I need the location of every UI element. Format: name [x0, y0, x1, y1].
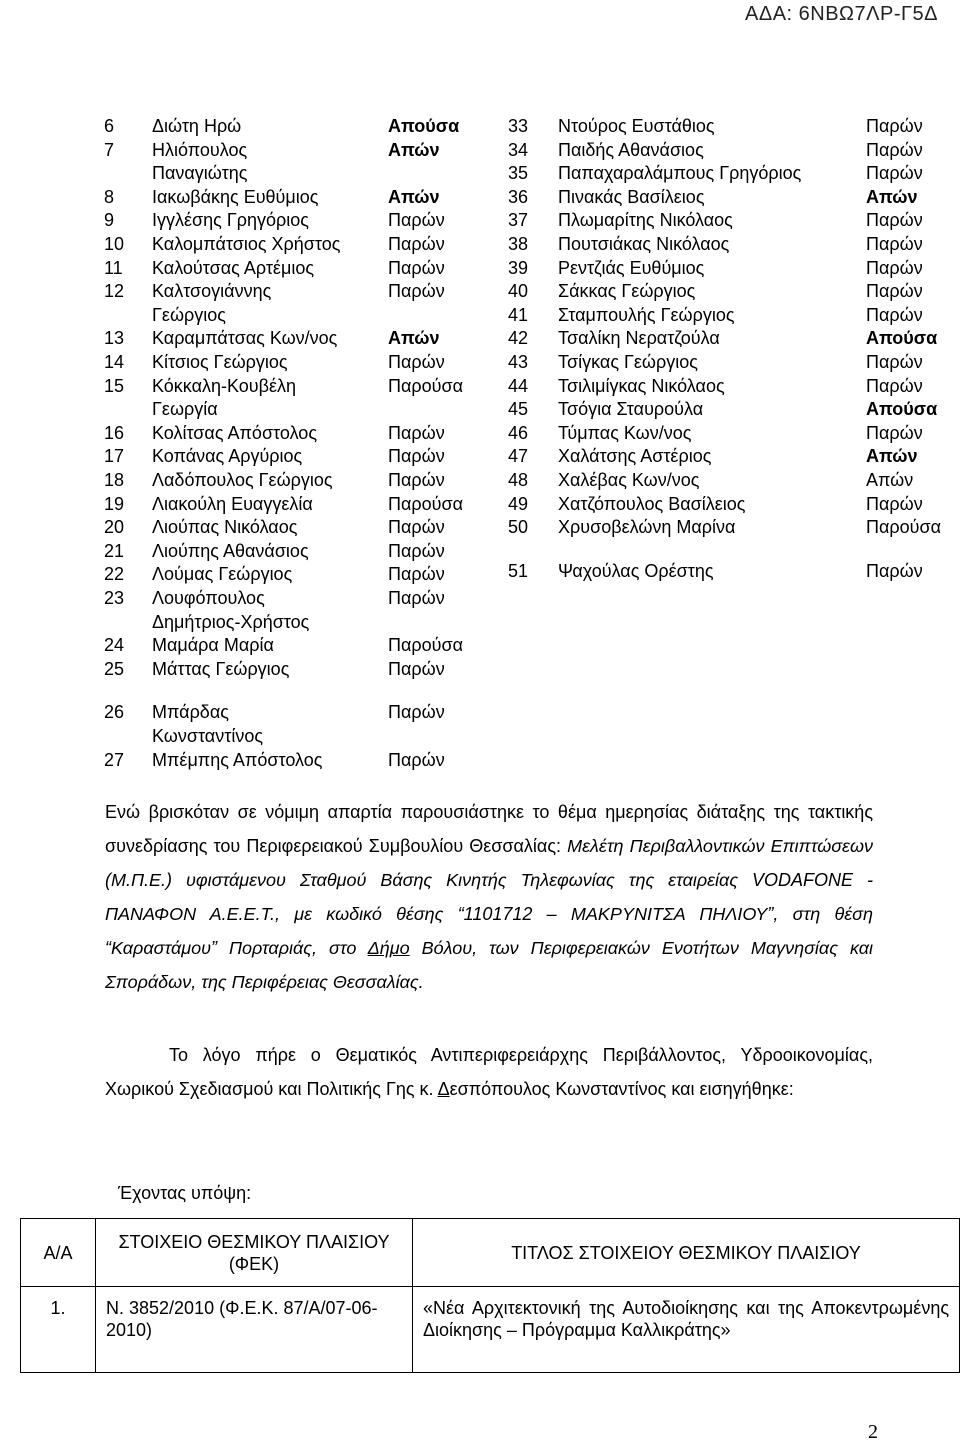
member-name-cont: Γεώργιος: [152, 304, 226, 325]
member-status: Παρών: [866, 139, 923, 160]
member-status: Παρών: [866, 281, 923, 302]
member-number: 46: [508, 422, 529, 443]
paragraph-speaker: [105, 1038, 873, 1106]
member-name: Σταμπουλής Γεώργιος: [558, 304, 735, 325]
member-name-cont: Κωνσταντίνος: [152, 726, 264, 746]
member-name: Μπέμπης Απόστολος: [152, 749, 323, 770]
member-number: 13: [104, 328, 125, 349]
member-number: 15: [104, 375, 125, 396]
member-name: Πουτσιάκας Νικόλαος: [558, 234, 730, 254]
member-number: 9: [104, 210, 115, 231]
member-number: 20: [104, 517, 125, 538]
member-number: 51: [508, 560, 529, 581]
member-number: 37: [508, 210, 529, 231]
row1-element: Ν. 3852/2010 (Φ.Ε.Κ. 87/Α/07-06-2010): [96, 1287, 413, 1373]
member-status: Παρών: [388, 470, 445, 490]
member-number: 34: [508, 139, 529, 160]
member-status: Παρών: [388, 281, 445, 302]
member-number: 25: [104, 658, 125, 679]
member-name: Χαλέβας Κων/νος: [558, 470, 700, 490]
member-status: Απών: [388, 328, 440, 349]
member-name: Τσίγκας Γεώργιος: [558, 352, 698, 372]
member-status: Απούσα: [866, 399, 938, 420]
member-number: 12: [104, 281, 125, 302]
member-name-cont: Παναγιώτης: [152, 163, 248, 184]
member-name: Τύμπας Κων/νος: [558, 422, 692, 443]
member-number: 19: [104, 493, 125, 514]
member-number: 6: [104, 116, 115, 136]
row1-aa: 1.: [21, 1287, 96, 1373]
member-status: Παρούσα: [388, 375, 464, 396]
member-status: Παρών: [866, 163, 923, 184]
member-name: Τσιλιμίγκας Νικόλαος: [558, 375, 725, 396]
member-number: 38: [508, 234, 529, 254]
member-number: 43: [508, 352, 529, 372]
member-status: Παρών: [866, 422, 923, 443]
member-number: 10: [104, 234, 125, 254]
member-name-cont: Γεωργία: [152, 399, 218, 420]
topic-title-3: Βόλου, των Περιφερειακών Ενοτήτων Μαγνησίας και Σποράδων, της Περιφέρειας Θεσσαλίας.: [105, 938, 873, 992]
member-number: 41: [508, 304, 529, 325]
member-status: Παρών: [388, 446, 445, 467]
member-number: 22: [104, 564, 125, 585]
member-status: Παρών: [866, 116, 923, 136]
member-name: Λαδόπουλος Γεώργιος: [152, 470, 333, 490]
member-name: Ιγγλέσης Γρηγόριος: [152, 210, 309, 231]
member-name: Παιδής Αθανάσιος: [558, 139, 704, 160]
member-number: 27: [104, 749, 125, 770]
member-status: Παρών: [388, 352, 445, 372]
member-status: Παρών: [388, 749, 445, 770]
member-name: Μαμάρα Μαρία: [152, 635, 274, 656]
member-number: 7: [104, 139, 115, 160]
member-status: Παρών: [866, 210, 923, 231]
member-number: 36: [508, 186, 529, 207]
member-status: Απών: [388, 139, 440, 160]
member-name: Τσαλίκη Νερατζούλα: [558, 328, 720, 349]
member-number: 11: [104, 257, 123, 278]
member-number: 42: [508, 328, 529, 349]
member-name: Λιούπας Νικόλαος: [152, 517, 298, 538]
member-name: Διώτη Ηρώ: [152, 116, 242, 136]
member-status: Παρών: [388, 658, 445, 679]
topic-title: Μελέτη Περιβαλλοντικών Επιπτώσεων (Μ.Π.Ε.) υφιστάμενου Σταθμού Βάσης Κινητής Τηλεφωνίας της εταιρείας VODAFONE - ΠΑΝΑΦΟΝ Α.Ε.Ε.Τ., με κωδικό θέσης: [105, 836, 873, 924]
member-status: Παρών: [388, 564, 445, 585]
ada-code: ΑΔΑ: 6ΝΒΩ7ΛΡ-Γ5Δ: [745, 3, 938, 25]
member-status: Παρών: [866, 352, 923, 372]
col-header-title: ΤΙΤΛΟΣ ΣΤΟΙΧΕΙΟΥ ΘΕΣΜΙΚΟΥ ΠΛΑΙΣΙΟΥ: [413, 1219, 960, 1287]
topic-intro: Ενώ βρισκόταν σε νόμιμη απαρτία παρουσιάστηκε το θέμα ημερησίας διάταξης της τακτικής συνεδρίασης του Περιφερειακού Συμβουλίου Θεσσαλίας:: [105, 802, 873, 856]
member-name: Καλούτσας Αρτέμιος: [152, 257, 315, 278]
member-status: Απών: [866, 186, 918, 207]
member-name: Ιακωβάκης Ευθύμιος: [152, 186, 319, 207]
topic-title-2: “1101712 – ΜΑΚΡΥΝΙΤΣΑ ΠΗΛΙΟΥ”, στη θέση “Καραστάμου” Πορταριάς, στο: [105, 904, 874, 958]
member-name: Λιούπης Αθανάσιος: [152, 540, 309, 561]
member-status: Απών: [866, 470, 914, 490]
member-status: Παρών: [866, 257, 923, 278]
member-status: Παρών: [388, 517, 445, 538]
col-header-aa: Α/Α: [21, 1219, 96, 1287]
member-status: Παρών: [388, 588, 445, 608]
member-name: Λιακούλη Ευαγγελία: [152, 493, 313, 514]
member-number: 8: [104, 186, 115, 207]
member-name: Λούμας Γεώργιος: [152, 564, 293, 585]
member-name: Πλωμαρίτης Νικόλαος: [558, 210, 733, 231]
page-number: 2: [868, 1421, 878, 1443]
member-status: Παρών: [388, 702, 445, 723]
paragraph-topic: [105, 795, 873, 999]
member-number: 14: [104, 352, 125, 372]
member-name: Κολίτσας Απόστολος: [152, 422, 317, 443]
member-number: 47: [508, 446, 529, 467]
member-status: Απούσα: [866, 328, 938, 349]
member-name: Παπαχαραλάμπους Γρηγόριος: [558, 163, 802, 184]
member-name: Καλτσογιάννης: [152, 281, 272, 302]
member-number: 17: [104, 446, 125, 467]
member-name: Ψαχούλας Ορέστης: [558, 560, 714, 581]
member-status: Παρών: [388, 234, 445, 254]
member-number: 23: [104, 588, 125, 608]
member-name: Μάττας Γεώργιος: [152, 658, 290, 679]
member-number: 33: [508, 116, 529, 136]
member-status: Απών: [388, 186, 440, 207]
member-number: 35: [508, 163, 529, 184]
member-status: Παρούσα: [388, 493, 464, 514]
member-name: Καραμπάτσας Κων/νος: [152, 328, 338, 349]
member-number: 18: [104, 470, 125, 490]
member-status: Παρών: [866, 493, 923, 514]
member-name: Χατζόπουλος Βασίλειος: [558, 493, 746, 514]
col-header-element: ΣΤΟΙΧΕΙΟ ΘΕΣΜΙΚΟΥ ΠΛΑΙΣΙΟΥ (ΦΕΚ): [96, 1219, 413, 1287]
member-status: Απούσα: [388, 116, 460, 136]
member-name: Κίτσιος Γεώργιος: [152, 352, 288, 372]
considering-label: Έχοντας υπόψη:: [118, 1183, 252, 1203]
member-name: Πινακάς Βασίλειος: [558, 186, 705, 207]
member-status: Παρών: [866, 304, 923, 325]
member-number: 50: [508, 517, 529, 538]
member-name: Ηλιόπουλος: [152, 139, 248, 160]
member-status: Παρούσα: [388, 635, 464, 656]
row1-title: «Νέα Αρχιτεκτονική της Αυτοδιοίκησης και της Αποκεντρωμένης Διοίκησης – Πρόγραμμα Καλλικράτης»: [413, 1287, 960, 1373]
speaker-initial: Δ: [437, 1079, 450, 1099]
member-status: Παρών: [866, 234, 923, 254]
member-status: Παρών: [388, 422, 445, 443]
member-name: Ντούρος Ευστάθιος: [558, 116, 715, 136]
member-number: 21: [104, 540, 125, 561]
member-name: Κοπάνας Αργύριος: [152, 446, 303, 467]
member-name-cont: Δημήτριος-Χρήστος: [152, 611, 310, 632]
speaker-text-2: εσπόπουλος Κωνσταντίνος και εισηγήθηκε:: [449, 1079, 794, 1099]
member-name: Χρυσοβελώνη Μαρίνα: [558, 517, 736, 538]
member-number: 44: [508, 375, 529, 396]
member-number: 39: [508, 257, 529, 278]
member-number: 26: [104, 702, 125, 723]
member-status: Παρών: [388, 257, 445, 278]
member-name: Τσόγια Σταυρούλα: [558, 399, 704, 420]
member-name: Κόκκαλη-Κουβέλη: [152, 375, 297, 396]
member-status: Παρούσα: [866, 517, 942, 538]
member-name: Χαλάτσης Αστέριος: [558, 446, 712, 467]
member-name: Ρεντζιάς Ευθύμιος: [558, 257, 705, 278]
speaker-text: Το λόγο πήρε ο Θεματικός Αντιπεριφερειάρχης Περιβάλλοντος, Υδροοικονομίας, Χωρικού Σχεδιασμού και Πολιτικής Γης κ.: [105, 1045, 873, 1099]
legal-framework-table: [20, 1218, 960, 1373]
member-status: Απών: [866, 446, 918, 467]
member-name: Μπάρδας: [152, 702, 229, 723]
member-status: Παρών: [388, 210, 445, 231]
member-status: Παρών: [388, 540, 445, 561]
member-number: 16: [104, 422, 125, 443]
member-number: 24: [104, 635, 125, 656]
member-number: 40: [508, 281, 529, 302]
member-name: Καλομπάτσιος Χρήστος: [152, 234, 341, 254]
member-number: 45: [508, 399, 529, 420]
member-status: Παρών: [866, 560, 923, 581]
member-name: Λουφόπουλος: [152, 588, 265, 608]
member-number: 48: [508, 470, 529, 490]
member-number: 49: [508, 493, 529, 514]
member-status: Παρών: [866, 375, 923, 396]
topic-dimo: Δήμο: [367, 938, 410, 958]
member-name: Σάκκας Γεώργιος: [558, 281, 696, 302]
